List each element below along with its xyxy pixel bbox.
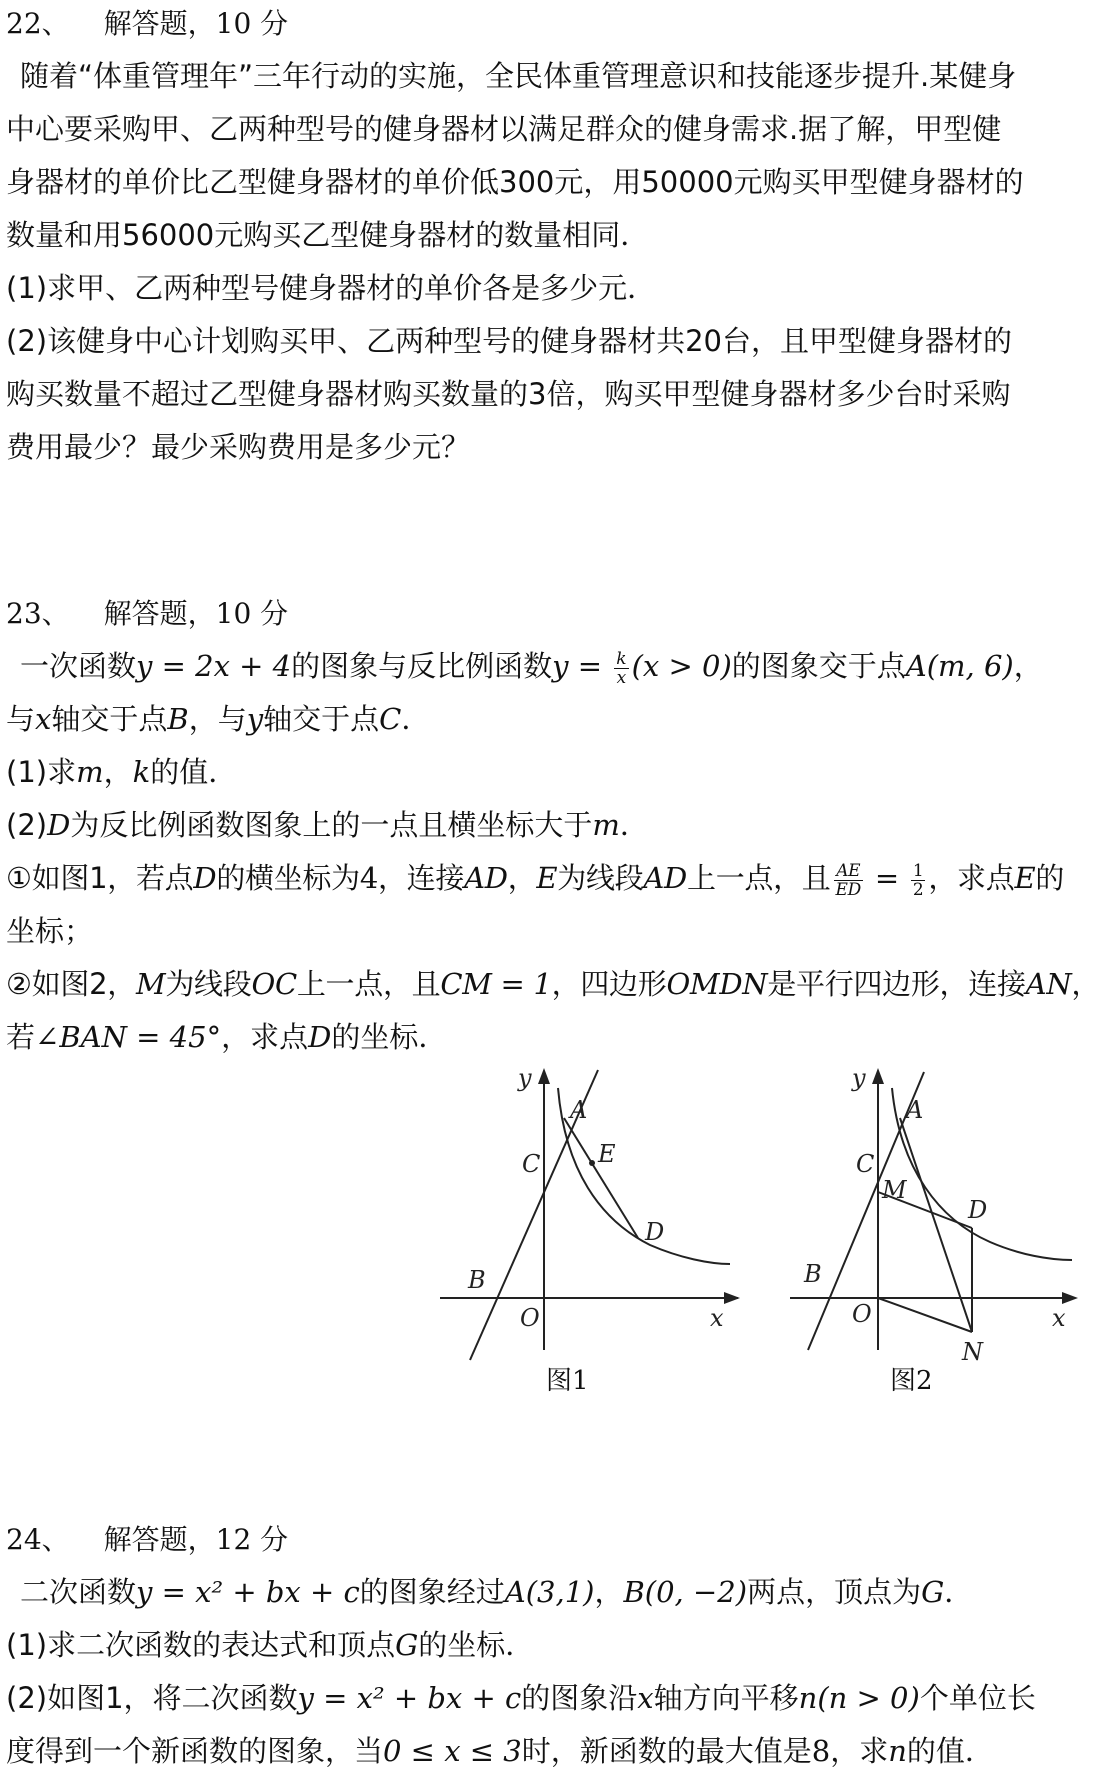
question-24 [0,1520,1080,1778]
question-number: 23、 [6,597,70,630]
label-b: B [468,1266,486,1294]
label-y: y [852,1064,866,1092]
question-text-line: (2)该健身中心计划购买甲、乙两种型号的健身器材共20台，且甲型健身器材的 [6,324,1012,358]
question-text-line: 度得到一个新函数的图象，当0 ≤ x ≤ 3时，新函数的最大值是8，求n的值． [6,1734,994,1768]
question-text-line: 购买数量不超过乙型健身器材购买数量的3倍，购买甲型健身器材多少台时采购 [6,377,1011,411]
segment-ad [564,1118,638,1238]
label-c: C [522,1150,541,1178]
label-x: x [710,1304,724,1332]
question-text-line: 与x轴交于点B，与y轴交于点C． [6,702,431,736]
question-text-line: 中心要采购甲、乙两种型号的健身器材以满足群众的健身需求.据了解，甲型健 [6,112,1002,146]
point-e [589,1160,595,1166]
question-number: 22、 [6,7,70,40]
fraction-one-half: $\frac{1}{2}$ [912,860,924,900]
fraction-k-over-x: $\frac{k}{x}$ [616,648,627,688]
fraction-ae-over-ed: $\frac{AE}{ED}$ [835,860,861,900]
label-a: A [570,1096,588,1124]
label-b: B [804,1260,822,1288]
question-type-score: 解答题，10 分 [103,7,289,40]
label-m: M [882,1176,907,1204]
label-y: y [518,1064,532,1092]
question-text-line: (1)求甲、乙两种型号健身器材的单价各是多少元． [6,271,657,305]
label-e: E [598,1140,616,1168]
label-o: O [520,1304,540,1332]
y-axis-arrow [538,1068,550,1084]
question-23 [0,594,1100,1064]
question-text-line: 身器材的单价比乙型健身器材的单价低300元，用50000元购买甲型健身器材的 [6,165,1024,199]
x-axis-arrow [1062,1292,1078,1304]
label-d: D [968,1196,988,1224]
x-axis-arrow [724,1292,740,1304]
question-text-line: 随着“体重管理年”三年行动的实施，全民体重管理意识和技能逐步提升.某健身 [20,59,1017,93]
question-text-line: (1)求二次函数的表达式和顶点G的坐标． [6,1628,535,1662]
segment-on [878,1298,972,1332]
figure-2 [790,1060,1080,1366]
label-o: O [852,1300,872,1328]
question-23-header [0,594,1080,634]
question-text-line: (1)求m，k的值． [6,755,238,789]
figure-2-label: 图2 [890,1366,933,1396]
question-number: 24、 [6,1523,70,1556]
question-22-header [0,4,1080,44]
label-x: x [1052,1304,1066,1332]
question-22 [0,4,1080,474]
figure-1-label: 图1 [546,1366,589,1396]
question-23-figures [0,1060,1080,1420]
question-text-line: ①如图1，若点D的横坐标为4，连接AD，E为线段AD上一点，且 $\frac{AE}{ED}$ = $\frac{1}{2}$ ，求点E的 [6,860,1065,900]
y-axis-arrow [872,1068,884,1084]
label-n: N [962,1338,983,1366]
question-text-line: 费用最少？最少采购费用是多少元？ [6,430,471,464]
question-text-line: 一次函数y = 2x + 4的图象与反比例函数y = $\frac{k}{x}$ (x > 0)的图象交于点A(m, 6)， [20,648,1043,688]
question-type-score: 解答题，12 分 [103,1523,289,1556]
question-text-line: (2)D为反比例函数图象上的一点且横坐标大于m． [6,808,649,842]
label-d: D [645,1218,665,1246]
question-text-line: (2)如图1，将二次函数y = x² + bx + c的图象沿x轴方向平移n(n > 0)个单位长 [6,1681,1036,1715]
question-text-line: 数量和用56000元购买乙型健身器材的数量相同． [6,218,650,252]
question-type-score: 解答题，10 分 [103,597,289,630]
label-a: A [906,1096,924,1124]
label-c: C [856,1150,875,1178]
question-text-line: 二次函数y = x² + bx + c的图象经过A(3,1)，B(0, −2)两点，顶点为G． [20,1575,974,1609]
question-text-line: ②如图2，M为线段OC上一点，且CM = 1，四边形OMDN是平行四边形，连接AN， [6,967,1100,1001]
question-24-header [0,1520,1080,1560]
question-text-line: 坐标； [6,914,94,948]
figure-1 [440,1060,740,1360]
question-text-line: 若∠BAN = 45°，求点D的坐标． [6,1020,448,1054]
